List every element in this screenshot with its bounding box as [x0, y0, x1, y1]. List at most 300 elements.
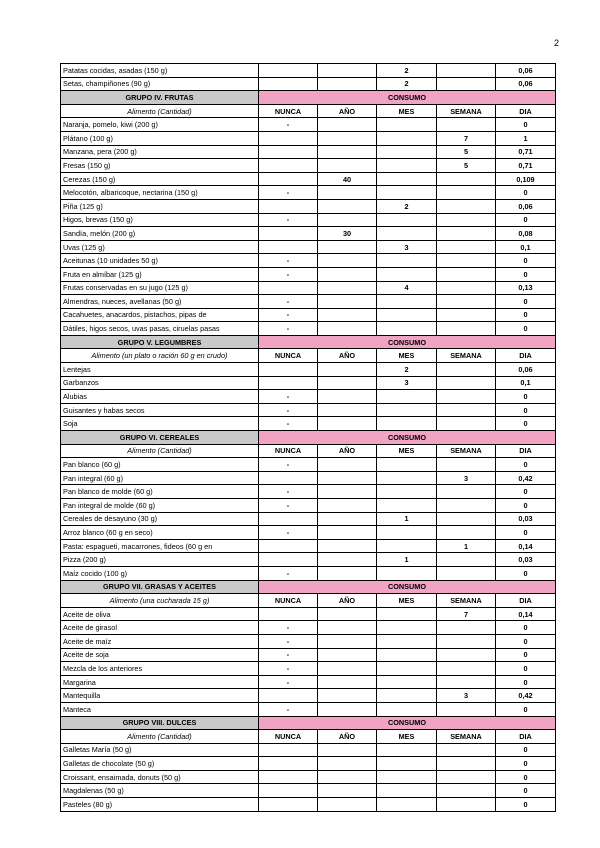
semana-cell[interactable]: [437, 363, 496, 377]
ano-cell[interactable]: [318, 131, 377, 145]
ano-cell[interactable]: [318, 281, 377, 295]
semana-cell[interactable]: 5: [437, 145, 496, 159]
mes-cell[interactable]: 4: [377, 281, 437, 295]
semana-cell[interactable]: 5: [437, 159, 496, 173]
dia-cell: 0: [496, 322, 556, 336]
nunca-cell[interactable]: -: [259, 485, 318, 499]
ano-cell[interactable]: [318, 363, 377, 377]
table-row: [61, 403, 556, 417]
dia-cell: 0,06: [496, 199, 556, 213]
mes-cell[interactable]: [377, 131, 437, 145]
mes-cell[interactable]: [377, 417, 437, 431]
nunca-cell[interactable]: [259, 539, 318, 553]
food-name: Pasteles (80 g): [61, 798, 259, 812]
ano-cell[interactable]: [318, 784, 377, 798]
group-subtitle: Alimento (Cantidad): [61, 104, 259, 118]
mes-cell[interactable]: 2: [377, 77, 437, 91]
nunca-cell[interactable]: [259, 363, 318, 377]
ano-cell[interactable]: [318, 159, 377, 173]
mes-cell[interactable]: [377, 118, 437, 132]
col-semana: SEMANA: [437, 444, 496, 458]
semana-cell[interactable]: [437, 553, 496, 567]
col-dia: DIA: [496, 444, 556, 458]
table-row: [61, 131, 556, 145]
nunca-cell[interactable]: [259, 553, 318, 567]
semana-cell[interactable]: [437, 458, 496, 472]
ano-cell[interactable]: 30: [318, 227, 377, 241]
nunca-cell[interactable]: -: [259, 322, 318, 336]
group-header: [61, 431, 556, 445]
dia-cell: 0,08: [496, 227, 556, 241]
dia-cell: 0: [496, 662, 556, 676]
dia-cell: 0: [496, 403, 556, 417]
consumo-header: CONSUMO: [259, 335, 556, 349]
semana-cell[interactable]: [437, 648, 496, 662]
dia-cell: 0: [496, 702, 556, 716]
ano-cell[interactable]: [318, 648, 377, 662]
mes-cell[interactable]: [377, 662, 437, 676]
mes-cell[interactable]: [377, 267, 437, 281]
ano-cell[interactable]: [318, 607, 377, 621]
mes-cell[interactable]: [377, 172, 437, 186]
nunca-cell[interactable]: [259, 784, 318, 798]
semana-cell[interactable]: [437, 566, 496, 580]
group-header: [61, 335, 556, 349]
food-name: Mantequilla: [61, 689, 259, 703]
nunca-cell[interactable]: [259, 199, 318, 213]
ano-cell[interactable]: [318, 689, 377, 703]
semana-cell[interactable]: [437, 662, 496, 676]
dia-cell: 0: [496, 254, 556, 268]
food-name: Pan blanco de molde (60 g): [61, 485, 259, 499]
dia-cell: 0: [496, 267, 556, 281]
mes-cell[interactable]: [377, 526, 437, 540]
nunca-cell[interactable]: -: [259, 526, 318, 540]
ano-cell[interactable]: [318, 417, 377, 431]
semana-cell[interactable]: [437, 512, 496, 526]
food-name: Mezcla de los anteriores: [61, 662, 259, 676]
col-ano: AÑO: [318, 349, 377, 363]
column-header-row: [61, 594, 556, 608]
dia-cell: 0,03: [496, 512, 556, 526]
table-row: [61, 281, 556, 295]
semana-cell[interactable]: [437, 390, 496, 404]
food-name: Pizza (200 g): [61, 553, 259, 567]
semana-cell[interactable]: [437, 213, 496, 227]
food-name: Sandía, melón (200 g): [61, 227, 259, 241]
column-header-row: [61, 104, 556, 118]
table-row: [61, 607, 556, 621]
food-name: Piña (125 g): [61, 199, 259, 213]
ano-cell[interactable]: [318, 308, 377, 322]
ano-cell[interactable]: [318, 403, 377, 417]
table-row: [61, 757, 556, 771]
mes-cell[interactable]: [377, 798, 437, 812]
mes-cell[interactable]: [377, 485, 437, 499]
semana-cell[interactable]: [437, 308, 496, 322]
nunca-cell[interactable]: -: [259, 621, 318, 635]
dia-cell: 0,06: [496, 77, 556, 91]
food-name: Pan blanco (60 g): [61, 458, 259, 472]
ano-cell[interactable]: [318, 553, 377, 567]
nunca-cell[interactable]: [259, 376, 318, 390]
ano-cell[interactable]: [318, 295, 377, 309]
semana-cell[interactable]: [437, 403, 496, 417]
nunca-cell[interactable]: -: [259, 499, 318, 513]
mes-cell[interactable]: [377, 159, 437, 173]
nunca-cell[interactable]: -: [259, 213, 318, 227]
mes-cell[interactable]: [377, 390, 437, 404]
nunca-cell[interactable]: [259, 145, 318, 159]
mes-cell[interactable]: [377, 675, 437, 689]
col-nunca: NUNCA: [259, 730, 318, 744]
semana-cell[interactable]: [437, 254, 496, 268]
consumo-header: CONSUMO: [259, 580, 556, 594]
col-semana: SEMANA: [437, 104, 496, 118]
food-name: Uvas (125 g): [61, 240, 259, 254]
dia-cell: 0,42: [496, 471, 556, 485]
table-row: [61, 227, 556, 241]
ano-cell[interactable]: [318, 145, 377, 159]
dia-cell: 0,06: [496, 363, 556, 377]
dia-cell: 0: [496, 648, 556, 662]
mes-cell[interactable]: 2: [377, 199, 437, 213]
col-nunca: NUNCA: [259, 594, 318, 608]
consumo-header: CONSUMO: [259, 91, 556, 105]
nunca-cell[interactable]: -: [259, 267, 318, 281]
col-ano: AÑO: [318, 444, 377, 458]
group-title: GRUPO VII. GRASAS Y ACEITES: [61, 580, 259, 594]
table-row: [61, 526, 556, 540]
nunca-cell[interactable]: -: [259, 662, 318, 676]
food-name: Fruta en almíbar (125 g): [61, 267, 259, 281]
table-row: [61, 458, 556, 472]
ano-cell[interactable]: [318, 526, 377, 540]
semana-cell[interactable]: [437, 798, 496, 812]
semana-cell[interactable]: 1: [437, 539, 496, 553]
semana-cell[interactable]: [437, 240, 496, 254]
ano-cell[interactable]: 40: [318, 172, 377, 186]
food-name: Manzana, pera (200 g): [61, 145, 259, 159]
semana-cell[interactable]: [437, 281, 496, 295]
nunca-cell[interactable]: -: [259, 675, 318, 689]
food-name: Naranja, pomelo, kiwi (200 g): [61, 118, 259, 132]
nunca-cell[interactable]: -: [259, 648, 318, 662]
dia-cell: 0: [496, 634, 556, 648]
semana-cell[interactable]: [437, 499, 496, 513]
mes-cell[interactable]: 1: [377, 512, 437, 526]
table-row: [61, 662, 556, 676]
semana-cell[interactable]: [437, 770, 496, 784]
column-header-row: [61, 444, 556, 458]
dia-cell: 0: [496, 499, 556, 513]
table-row: [61, 254, 556, 268]
semana-cell[interactable]: [437, 376, 496, 390]
mes-cell[interactable]: [377, 499, 437, 513]
nunca-cell[interactable]: -: [259, 403, 318, 417]
group-title: GRUPO VIII. DULCES: [61, 716, 259, 730]
ano-cell[interactable]: [318, 390, 377, 404]
semana-cell[interactable]: [437, 634, 496, 648]
col-nunca: NUNCA: [259, 349, 318, 363]
nunca-cell[interactable]: [259, 159, 318, 173]
nunca-cell[interactable]: [259, 798, 318, 812]
semana-cell[interactable]: [437, 199, 496, 213]
mes-cell[interactable]: [377, 403, 437, 417]
food-name: Galletas María (50 g): [61, 743, 259, 757]
dia-cell: 0,71: [496, 159, 556, 173]
nunca-cell[interactable]: [259, 689, 318, 703]
semana-cell[interactable]: [437, 526, 496, 540]
nunca-cell[interactable]: -: [259, 186, 318, 200]
mes-cell[interactable]: [377, 458, 437, 472]
table-row: [61, 798, 556, 812]
ano-cell[interactable]: [318, 702, 377, 716]
mes-cell[interactable]: [377, 322, 437, 336]
nunca-cell[interactable]: [259, 281, 318, 295]
mes-cell[interactable]: [377, 784, 437, 798]
mes-cell[interactable]: [377, 213, 437, 227]
mes-cell[interactable]: [377, 471, 437, 485]
ano-cell[interactable]: [318, 376, 377, 390]
food-name: Pan integral (60 g): [61, 471, 259, 485]
semana-cell[interactable]: 3: [437, 471, 496, 485]
nunca-cell[interactable]: -: [259, 634, 318, 648]
food-name: Maíz cocido (100 g): [61, 566, 259, 580]
mes-cell[interactable]: [377, 539, 437, 553]
ano-cell[interactable]: [318, 267, 377, 281]
ano-cell[interactable]: [318, 675, 377, 689]
semana-cell[interactable]: [437, 702, 496, 716]
food-name: Cereales de desayuno (30 g): [61, 512, 259, 526]
mes-cell[interactable]: 3: [377, 240, 437, 254]
col-semana: SEMANA: [437, 594, 496, 608]
consumo-header: CONSUMO: [259, 431, 556, 445]
ano-cell[interactable]: [318, 254, 377, 268]
semana-cell[interactable]: [437, 295, 496, 309]
ano-cell[interactable]: [318, 798, 377, 812]
mes-cell[interactable]: [377, 743, 437, 757]
dia-cell: 0: [496, 458, 556, 472]
nunca-cell[interactable]: -: [259, 254, 318, 268]
table-row: [61, 675, 556, 689]
ano-cell[interactable]: [318, 566, 377, 580]
semana-cell[interactable]: [437, 186, 496, 200]
semana-cell[interactable]: [437, 621, 496, 635]
mes-cell[interactable]: [377, 227, 437, 241]
col-dia: DIA: [496, 730, 556, 744]
table-row: [61, 499, 556, 513]
nunca-cell[interactable]: [259, 77, 318, 91]
group-subtitle: Alimento (Cantidad): [61, 730, 259, 744]
nunca-cell[interactable]: [259, 131, 318, 145]
dia-cell: 1: [496, 131, 556, 145]
dia-cell: 0: [496, 566, 556, 580]
nunca-cell[interactable]: -: [259, 702, 318, 716]
mes-cell[interactable]: 1: [377, 553, 437, 567]
ano-cell[interactable]: [318, 64, 377, 78]
dia-cell: 0: [496, 757, 556, 771]
nunca-cell[interactable]: [259, 471, 318, 485]
semana-cell[interactable]: 7: [437, 607, 496, 621]
col-semana: SEMANA: [437, 349, 496, 363]
nunca-cell[interactable]: [259, 227, 318, 241]
consumo-header: CONSUMO: [259, 716, 556, 730]
table-row: [61, 784, 556, 798]
food-frequency-table: [60, 63, 556, 812]
nunca-cell[interactable]: -: [259, 308, 318, 322]
food-name: Arroz blanco (60 g en seco): [61, 526, 259, 540]
dia-cell: 0: [496, 213, 556, 227]
col-mes: MES: [377, 104, 437, 118]
semana-cell[interactable]: [437, 743, 496, 757]
semana-cell[interactable]: [437, 267, 496, 281]
ano-cell[interactable]: [318, 743, 377, 757]
nunca-cell[interactable]: [259, 770, 318, 784]
table-row: [61, 172, 556, 186]
table-row: [61, 145, 556, 159]
col-ano: AÑO: [318, 594, 377, 608]
table-row: [61, 417, 556, 431]
semana-cell[interactable]: [437, 64, 496, 78]
group-header: [61, 716, 556, 730]
ano-cell[interactable]: [318, 458, 377, 472]
col-ano: AÑO: [318, 730, 377, 744]
mes-cell[interactable]: [377, 566, 437, 580]
col-nunca: NUNCA: [259, 444, 318, 458]
ano-cell[interactable]: [318, 499, 377, 513]
nunca-cell[interactable]: -: [259, 118, 318, 132]
dia-cell: 0,71: [496, 145, 556, 159]
food-name: Aceite de oliva: [61, 607, 259, 621]
table-row: [61, 770, 556, 784]
semana-cell[interactable]: [437, 675, 496, 689]
semana-cell[interactable]: [437, 485, 496, 499]
col-dia: DIA: [496, 104, 556, 118]
ano-cell[interactable]: [318, 118, 377, 132]
ano-cell[interactable]: [318, 621, 377, 635]
table-row: [61, 295, 556, 309]
col-mes: MES: [377, 444, 437, 458]
mes-cell[interactable]: 2: [377, 64, 437, 78]
mes-cell[interactable]: [377, 648, 437, 662]
ano-cell[interactable]: [318, 485, 377, 499]
column-header-row: [61, 730, 556, 744]
ano-cell[interactable]: [318, 213, 377, 227]
dia-cell: 0,14: [496, 539, 556, 553]
table-row: [61, 64, 556, 78]
mes-cell[interactable]: [377, 607, 437, 621]
food-name: Soja: [61, 417, 259, 431]
mes-cell[interactable]: [377, 186, 437, 200]
dia-cell: 0: [496, 186, 556, 200]
nunca-cell[interactable]: [259, 512, 318, 526]
nunca-cell[interactable]: [259, 757, 318, 771]
ano-cell[interactable]: [318, 770, 377, 784]
group-header: [61, 580, 556, 594]
semana-cell[interactable]: [437, 172, 496, 186]
ano-cell[interactable]: [318, 240, 377, 254]
table-row: [61, 634, 556, 648]
nunca-cell[interactable]: -: [259, 295, 318, 309]
mes-cell[interactable]: [377, 634, 437, 648]
nunca-cell[interactable]: [259, 743, 318, 757]
table-row: [61, 308, 556, 322]
dia-cell: 0: [496, 743, 556, 757]
ano-cell[interactable]: [318, 322, 377, 336]
nunca-cell[interactable]: [259, 607, 318, 621]
nunca-cell[interactable]: -: [259, 458, 318, 472]
group-title: GRUPO V. LEGUMBRES: [61, 335, 259, 349]
semana-cell[interactable]: 7: [437, 131, 496, 145]
semana-cell[interactable]: [437, 784, 496, 798]
mes-cell[interactable]: [377, 770, 437, 784]
mes-cell[interactable]: 2: [377, 363, 437, 377]
dia-cell: 0: [496, 417, 556, 431]
table-row: [61, 512, 556, 526]
nunca-cell[interactable]: [259, 64, 318, 78]
mes-cell[interactable]: [377, 254, 437, 268]
nunca-cell[interactable]: -: [259, 417, 318, 431]
semana-cell[interactable]: [437, 77, 496, 91]
mes-cell[interactable]: 3: [377, 376, 437, 390]
mes-cell[interactable]: [377, 145, 437, 159]
mes-cell[interactable]: [377, 295, 437, 309]
nunca-cell[interactable]: -: [259, 566, 318, 580]
semana-cell[interactable]: 3: [437, 689, 496, 703]
nunca-cell[interactable]: [259, 240, 318, 254]
mes-cell[interactable]: [377, 689, 437, 703]
semana-cell[interactable]: [437, 757, 496, 771]
food-name: Aceite de soja: [61, 648, 259, 662]
table-row: [61, 702, 556, 716]
ano-cell[interactable]: [318, 77, 377, 91]
mes-cell[interactable]: [377, 308, 437, 322]
food-name: Manteca: [61, 702, 259, 716]
group-subtitle: Alimento (una cucharada 15 g): [61, 594, 259, 608]
col-nunca: NUNCA: [259, 104, 318, 118]
food-name: Aceitunas (10 unidades 50 g): [61, 254, 259, 268]
semana-cell[interactable]: [437, 227, 496, 241]
table-row: [61, 743, 556, 757]
ano-cell[interactable]: [318, 539, 377, 553]
dia-cell: 0: [496, 118, 556, 132]
ano-cell[interactable]: [318, 186, 377, 200]
col-mes: MES: [377, 594, 437, 608]
semana-cell[interactable]: [437, 322, 496, 336]
mes-cell[interactable]: [377, 702, 437, 716]
table-row: [61, 648, 556, 662]
nunca-cell[interactable]: -: [259, 390, 318, 404]
ano-cell[interactable]: [318, 512, 377, 526]
ano-cell[interactable]: [318, 634, 377, 648]
dia-cell: 0,1: [496, 376, 556, 390]
mes-cell[interactable]: [377, 757, 437, 771]
ano-cell[interactable]: [318, 199, 377, 213]
semana-cell[interactable]: [437, 118, 496, 132]
semana-cell[interactable]: [437, 417, 496, 431]
ano-cell[interactable]: [318, 662, 377, 676]
nunca-cell[interactable]: [259, 172, 318, 186]
col-dia: DIA: [496, 349, 556, 363]
mes-cell[interactable]: [377, 621, 437, 635]
dia-cell: 0: [496, 675, 556, 689]
food-name: Pasta: espagueti, macarrones, fideos (60 g en: [61, 539, 259, 553]
table-row: [61, 159, 556, 173]
table-row: [61, 118, 556, 132]
ano-cell[interactable]: [318, 471, 377, 485]
ano-cell[interactable]: [318, 757, 377, 771]
